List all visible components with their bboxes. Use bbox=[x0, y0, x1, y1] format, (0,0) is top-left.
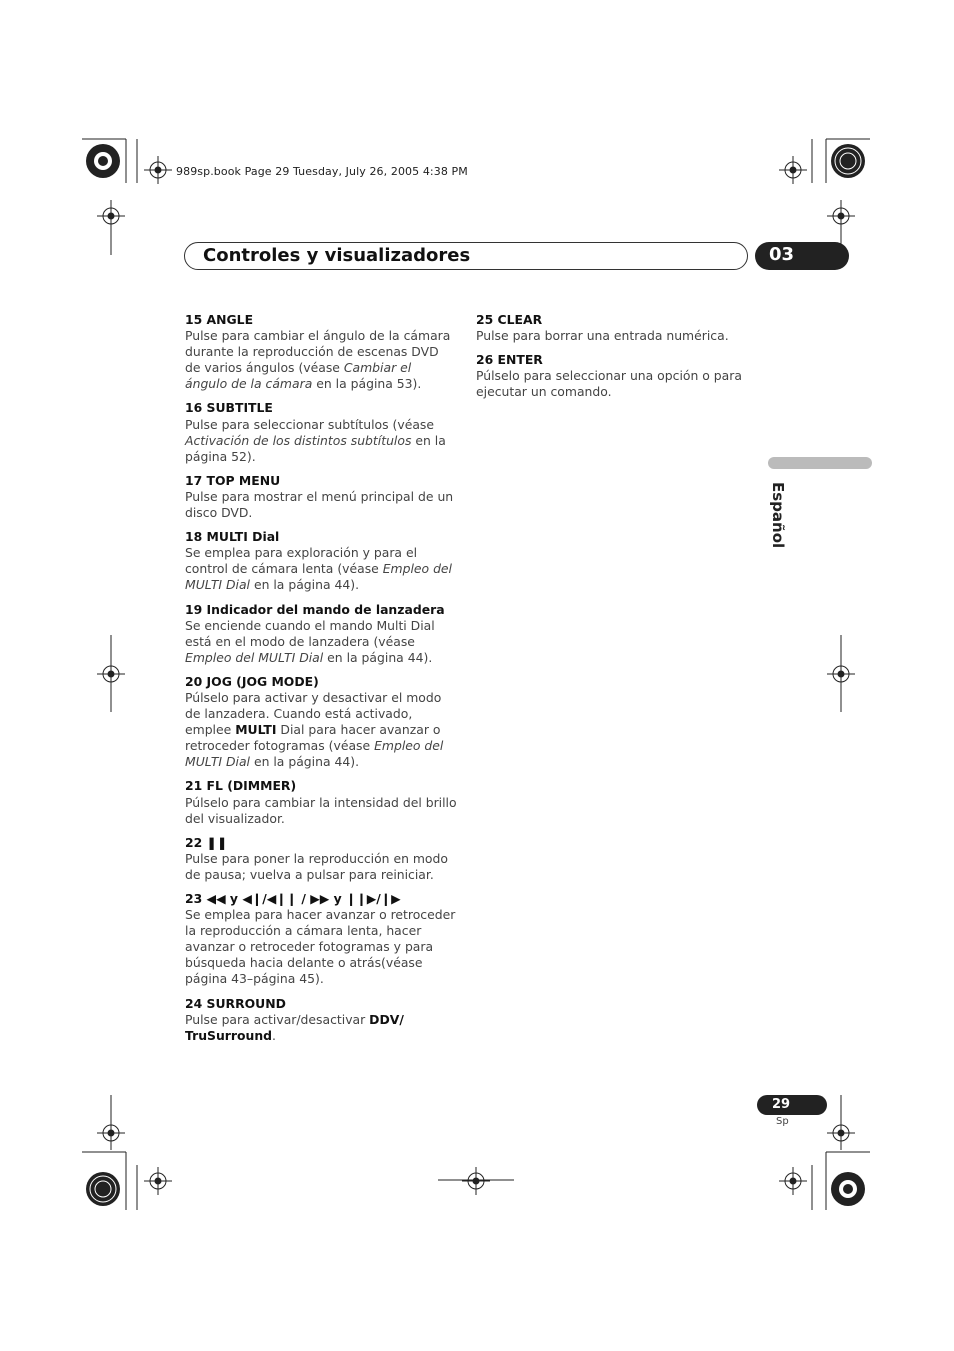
cross-reference: Empleo del MULTI Dial bbox=[185, 561, 452, 593]
entry-description bbox=[185, 690, 457, 770]
entry-item bbox=[185, 312, 457, 392]
cross-reference: Empleo del MULTI Dial bbox=[185, 649, 324, 665]
entry-title: 16 SUBTITLE bbox=[185, 400, 273, 416]
entry-description bbox=[185, 795, 457, 827]
cross-reference: Activación de los distintos subtítulos bbox=[185, 432, 412, 448]
section-title-bar bbox=[184, 242, 748, 270]
page-number-badge bbox=[757, 1095, 827, 1115]
entry-description bbox=[185, 618, 457, 666]
chapter-badge bbox=[755, 242, 849, 270]
body-text: Pulse para mostrar el menú principal de un disco DVD. bbox=[185, 488, 454, 521]
entry-title: 20 JOG (JOG MODE) bbox=[185, 673, 319, 689]
body-text: . bbox=[272, 1027, 276, 1043]
entry-item bbox=[185, 835, 457, 883]
cross-reference: Empleo del MULTI Dial bbox=[185, 738, 444, 770]
right-column bbox=[476, 312, 748, 408]
entry-description bbox=[476, 368, 748, 400]
language-tab-label: Español bbox=[769, 482, 787, 549]
body-text: Se enciende cuando el mando Multi Dial está en el modo de lanzadera (véase bbox=[185, 617, 435, 649]
body-text: Púlselo para cambiar la intensidad del brillo del visualizador. bbox=[185, 794, 457, 826]
body-text: Se emplea para exploración y para el control de cámara lenta (véase bbox=[185, 545, 418, 577]
entry-item bbox=[185, 473, 457, 521]
entry-title: 25 CLEAR bbox=[476, 312, 543, 327]
entry-description bbox=[185, 417, 457, 465]
entry-description bbox=[476, 328, 748, 344]
entry-item bbox=[185, 602, 457, 666]
body-text: Púlselo para activar y desactivar el modo de lanzadera. Cuando está activado, emplee bbox=[185, 689, 442, 738]
entry-item bbox=[185, 529, 457, 593]
page-number: 29 bbox=[772, 1097, 791, 1112]
entry-description bbox=[185, 489, 457, 521]
body-text: en la página 44). bbox=[323, 649, 433, 665]
body-text: Pulse para seleccionar subtítulos (véase bbox=[185, 416, 434, 432]
entry-description bbox=[185, 851, 457, 883]
entry-description bbox=[185, 1012, 457, 1044]
body-text: Pulse para borrar una entrada numérica. bbox=[476, 328, 729, 344]
body-text: en la página 53). bbox=[312, 376, 422, 392]
entry-item bbox=[185, 674, 457, 771]
entry-item bbox=[185, 778, 457, 826]
entry-title: 21 FL (DIMMER) bbox=[185, 778, 297, 794]
chapter-number: 03 bbox=[769, 244, 795, 265]
entry-item bbox=[185, 996, 457, 1044]
language-tab-bar bbox=[768, 457, 872, 469]
body-text: Pulse para cambiar el ángulo de la cámara durante la reproducción de escenas DVD de varios ángulos (véase bbox=[185, 328, 451, 376]
entry-title: 18 MULTI Dial bbox=[185, 529, 280, 545]
emphasis-text: MULTI bbox=[235, 722, 277, 738]
cross-reference: Cambiar el ángulo de la cámara bbox=[185, 360, 412, 392]
entry-item bbox=[476, 352, 748, 400]
entry-title: 17 TOP MENU bbox=[185, 472, 281, 488]
entry-item bbox=[185, 400, 457, 464]
left-column bbox=[185, 312, 457, 1052]
body-text: en la página 44). bbox=[250, 577, 360, 593]
body-text: en la página 52). bbox=[185, 432, 446, 464]
entry-description bbox=[185, 545, 457, 593]
entry-description bbox=[185, 907, 457, 987]
body-text: en la página 44). bbox=[250, 754, 360, 770]
print-header: 989sp.book Page 29 Tuesday, July 26, 2005 4:38 PM bbox=[176, 165, 468, 178]
entry-item bbox=[185, 891, 457, 988]
entry-title: 24 SURROUND bbox=[185, 995, 286, 1011]
entry-title: 23 ◀◀ y ◀❙/◀❙❙ / ▶▶ y ❙❙▶/❙▶ bbox=[185, 891, 401, 906]
body-text: Púlselo para seleccionar una opción o para ejecutar un comando. bbox=[476, 368, 742, 400]
body-text: Pulse para poner la reproducción en modo de pausa; vuelva a pulsar para reiniciar. bbox=[185, 850, 448, 882]
entry-title: 19 Indicador del mando de lanzadera bbox=[185, 601, 445, 617]
emphasis-text: DDV/ TruSurround bbox=[185, 1011, 404, 1043]
body-text: Pulse para activar/desactivar bbox=[185, 1011, 370, 1027]
body-text: Se emplea para hacer avanzar o retroceder la reproducción a cámara lenta, hacer avanzar o retroceder fotogramas y para búsqueda hacia delante o atrás(véase página 43–página 45). bbox=[185, 907, 456, 987]
section-title: Controles y visualizadores bbox=[203, 245, 471, 266]
entry-title: 22 ❚❚ bbox=[185, 834, 228, 850]
entry-description bbox=[185, 328, 457, 392]
entry-title: 26 ENTER bbox=[476, 352, 543, 368]
page-language-code: Sp bbox=[776, 1116, 789, 1127]
body-text: Dial para hacer avanzar o retroceder fotogramas (véase bbox=[185, 722, 441, 754]
entry-title: 15 ANGLE bbox=[185, 312, 254, 327]
entry-item bbox=[476, 312, 748, 344]
